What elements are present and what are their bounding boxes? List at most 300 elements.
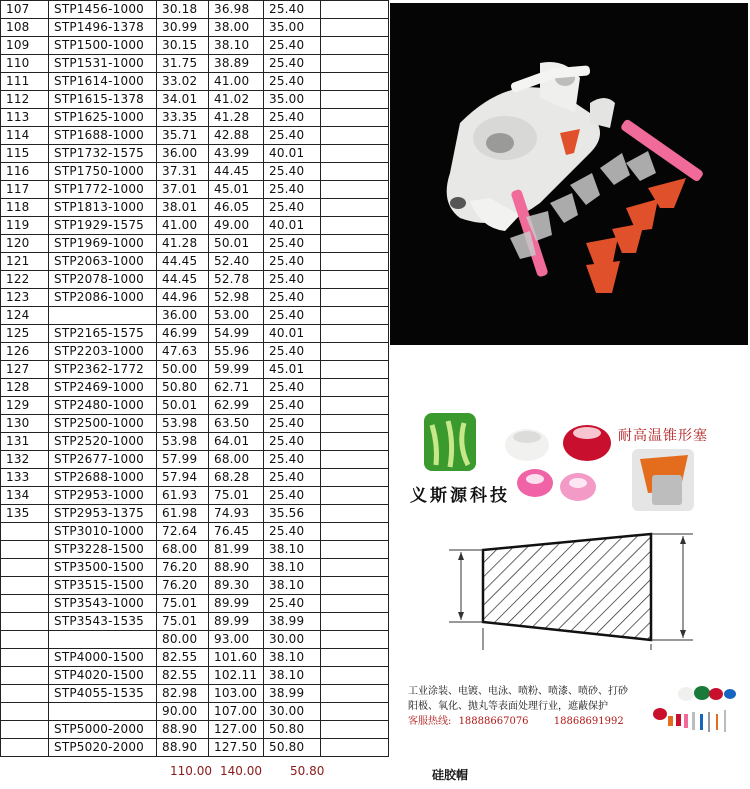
table-row <box>1 19 389 37</box>
cell-row-number: 120 <box>1 235 49 253</box>
cell-height: 25.40 <box>264 415 321 433</box>
cell-row-number: 132 <box>1 451 49 469</box>
cell-part-code: STP1531-1000 <box>49 55 157 73</box>
cell-height: 25.40 <box>264 235 321 253</box>
cell-large-diameter: 45.01 <box>209 181 264 199</box>
table-row <box>1 127 389 145</box>
cell-extra <box>321 577 389 595</box>
cell-row-number: 118 <box>1 199 49 217</box>
cell-part-code: STP2086-1000 <box>49 289 157 307</box>
cell-part-code: STP5000-2000 <box>49 721 157 739</box>
cell-part-code: STP1496-1378 <box>49 19 157 37</box>
table-row <box>1 721 389 739</box>
cell-large-diameter: 41.28 <box>209 109 264 127</box>
cell-part-code: STP2469-1000 <box>49 379 157 397</box>
cell-height: 45.01 <box>264 361 321 379</box>
cell-small-diameter: 72.64 <box>157 523 209 541</box>
cell-row-number: 108 <box>1 19 49 37</box>
table-row <box>1 163 389 181</box>
cell-row-number <box>1 523 49 541</box>
cell-height: 50.80 <box>264 739 321 757</box>
cell-row-number: 117 <box>1 181 49 199</box>
cell-large-diameter: 68.28 <box>209 469 264 487</box>
cell-large-diameter: 64.01 <box>209 433 264 451</box>
cell-extra <box>321 235 389 253</box>
cell-extra <box>321 73 389 91</box>
spec-table-body <box>1 1 389 757</box>
table-row <box>1 73 389 91</box>
cell-extra <box>321 505 389 523</box>
brand-logo <box>424 413 476 471</box>
cell-small-diameter: 41.00 <box>157 217 209 235</box>
hotline-number-2: 18868691992 <box>553 716 624 727</box>
cell-extra <box>321 19 389 37</box>
cell-height: 35.56 <box>264 505 321 523</box>
cell-part-code: STP4020-1500 <box>49 667 157 685</box>
cell-row-number: 116 <box>1 163 49 181</box>
cell-extra <box>321 127 389 145</box>
cell-small-diameter: 37.31 <box>157 163 209 181</box>
table-row <box>1 739 389 757</box>
cell-small-diameter: 82.55 <box>157 667 209 685</box>
cell-height: 25.40 <box>264 73 321 91</box>
cell-large-diameter: 38.10 <box>209 37 264 55</box>
cell-large-diameter: 36.98 <box>209 1 264 19</box>
footer-value-small-diameter: 110.00 <box>170 764 212 778</box>
cell-row-number: 107 <box>1 1 49 19</box>
cell-small-diameter: 38.01 <box>157 199 209 217</box>
cell-small-diameter: 76.20 <box>157 559 209 577</box>
cell-large-diameter: 46.05 <box>209 199 264 217</box>
cell-extra <box>321 271 389 289</box>
cell-large-diameter: 59.99 <box>209 361 264 379</box>
description-line-2: 阳极、氧化、抛丸等表面处理行业，遮蔽保护 <box>408 701 608 712</box>
customer-hotline <box>408 714 678 729</box>
cell-part-code: STP2078-1000 <box>49 271 157 289</box>
cell-part-code: STP2953-1375 <box>49 505 157 523</box>
cell-row-number <box>1 703 49 721</box>
product-title: 耐高温锥形塞 <box>618 428 708 444</box>
cell-row-number <box>1 559 49 577</box>
cell-large-diameter: 88.90 <box>209 559 264 577</box>
cell-large-diameter: 44.45 <box>209 163 264 181</box>
table-row <box>1 469 389 487</box>
cell-row-number: 129 <box>1 397 49 415</box>
cell-large-diameter: 101.60 <box>209 649 264 667</box>
cell-part-code: STP4055-1535 <box>49 685 157 703</box>
cell-small-diameter: 57.94 <box>157 469 209 487</box>
cell-large-diameter: 38.89 <box>209 55 264 73</box>
cell-small-diameter: 82.98 <box>157 685 209 703</box>
cell-large-diameter: 50.01 <box>209 235 264 253</box>
cell-small-diameter: 31.75 <box>157 55 209 73</box>
table-row <box>1 271 389 289</box>
silicone-caps-image <box>505 425 611 501</box>
cell-part-code <box>49 307 157 325</box>
cell-small-diameter: 57.99 <box>157 451 209 469</box>
table-row <box>1 685 389 703</box>
cell-large-diameter: 63.50 <box>209 415 264 433</box>
table-row <box>1 541 389 559</box>
cell-large-diameter: 102.11 <box>209 667 264 685</box>
cell-small-diameter: 34.01 <box>157 91 209 109</box>
cell-row-number <box>1 685 49 703</box>
cell-height: 40.01 <box>264 325 321 343</box>
cell-height: 25.40 <box>264 109 321 127</box>
footer-value-large-diameter: 140.00 <box>220 764 262 778</box>
cell-row-number: 123 <box>1 289 49 307</box>
cell-extra <box>321 469 389 487</box>
hotline-number-1: 18888667076 <box>458 716 529 727</box>
cell-part-code: STP1456-1000 <box>49 1 157 19</box>
cell-extra <box>321 217 389 235</box>
cell-row-number <box>1 541 49 559</box>
cell-large-diameter: 52.98 <box>209 289 264 307</box>
cell-small-diameter: 50.00 <box>157 361 209 379</box>
cell-part-code: STP1625-1000 <box>49 109 157 127</box>
cell-part-code: STP2480-1000 <box>49 397 157 415</box>
cell-part-code: STP2203-1000 <box>49 343 157 361</box>
table-row <box>1 667 389 685</box>
cell-extra <box>321 55 389 73</box>
cell-part-code: STP3543-1535 <box>49 613 157 631</box>
cell-small-diameter: 68.00 <box>157 541 209 559</box>
cell-part-code: STP1813-1000 <box>49 199 157 217</box>
cell-large-diameter: 62.99 <box>209 397 264 415</box>
table-row <box>1 325 389 343</box>
cell-extra <box>321 703 389 721</box>
description-line-1: 工业涂装、电镀、电泳、喷粉、喷漆、喷砂、打砂 <box>408 686 628 697</box>
hotline-label: 客服热线: <box>408 716 452 727</box>
table-row <box>1 343 389 361</box>
cell-extra <box>321 631 389 649</box>
cell-small-diameter: 75.01 <box>157 595 209 613</box>
cone-plug-diagram <box>443 532 703 652</box>
cell-row-number <box>1 595 49 613</box>
cell-extra <box>321 451 389 469</box>
table-footer-values <box>0 764 388 782</box>
table-row <box>1 523 389 541</box>
cell-small-diameter: 50.80 <box>157 379 209 397</box>
cell-large-diameter: 49.00 <box>209 217 264 235</box>
product-caption: 硅胶帽 <box>432 768 469 782</box>
cell-height: 25.40 <box>264 271 321 289</box>
cell-extra <box>321 415 389 433</box>
cell-small-diameter: 50.01 <box>157 397 209 415</box>
cell-extra <box>321 649 389 667</box>
cell-extra <box>321 523 389 541</box>
cell-row-number: 114 <box>1 127 49 145</box>
table-row <box>1 235 389 253</box>
cell-row-number: 122 <box>1 271 49 289</box>
cell-part-code <box>49 631 157 649</box>
cell-row-number: 130 <box>1 415 49 433</box>
table-row <box>1 307 389 325</box>
cell-part-code: STP1615-1378 <box>49 91 157 109</box>
cell-large-diameter: 127.00 <box>209 721 264 739</box>
cell-large-diameter: 42.88 <box>209 127 264 145</box>
cell-small-diameter: 30.15 <box>157 37 209 55</box>
cell-part-code: STP1614-1000 <box>49 73 157 91</box>
cell-height: 30.00 <box>264 703 321 721</box>
cell-row-number: 131 <box>1 433 49 451</box>
table-row <box>1 595 389 613</box>
cell-part-code: STP4000-1500 <box>49 649 157 667</box>
cell-extra <box>321 379 389 397</box>
cell-height: 35.00 <box>264 19 321 37</box>
cell-row-number <box>1 631 49 649</box>
cell-extra <box>321 37 389 55</box>
cell-height: 25.40 <box>264 199 321 217</box>
cell-height: 25.40 <box>264 595 321 613</box>
cell-large-diameter: 89.30 <box>209 577 264 595</box>
cell-height: 30.00 <box>264 631 321 649</box>
cell-part-code: STP2677-1000 <box>49 451 157 469</box>
cell-large-diameter: 41.00 <box>209 73 264 91</box>
cell-extra <box>321 739 389 757</box>
cell-row-number: 124 <box>1 307 49 325</box>
table-row <box>1 577 389 595</box>
cell-large-diameter: 52.78 <box>209 271 264 289</box>
cell-small-diameter: 88.90 <box>157 721 209 739</box>
cell-row-number: 133 <box>1 469 49 487</box>
cell-row-number: 111 <box>1 73 49 91</box>
cell-extra <box>321 595 389 613</box>
cell-large-diameter: 52.40 <box>209 253 264 271</box>
product-description <box>408 684 678 729</box>
table-row <box>1 559 389 577</box>
cell-part-code: STP1688-1000 <box>49 127 157 145</box>
cell-height: 35.00 <box>264 91 321 109</box>
cell-large-diameter: 89.99 <box>209 613 264 631</box>
brand-block <box>392 405 748 525</box>
cell-large-diameter: 43.99 <box>209 145 264 163</box>
cell-small-diameter: 53.98 <box>157 415 209 433</box>
cell-small-diameter: 82.55 <box>157 649 209 667</box>
cell-row-number <box>1 721 49 739</box>
cell-height: 25.40 <box>264 397 321 415</box>
cell-height: 38.10 <box>264 559 321 577</box>
cell-large-diameter: 41.02 <box>209 91 264 109</box>
cell-height: 25.40 <box>264 469 321 487</box>
cell-extra <box>321 289 389 307</box>
cell-small-diameter: 88.90 <box>157 739 209 757</box>
cell-row-number: 119 <box>1 217 49 235</box>
table-row <box>1 253 389 271</box>
cell-height: 25.40 <box>264 379 321 397</box>
cell-part-code: STP2953-1000 <box>49 487 157 505</box>
cell-small-diameter: 36.00 <box>157 145 209 163</box>
table-row <box>1 109 389 127</box>
cell-height: 25.40 <box>264 1 321 19</box>
cell-row-number: 113 <box>1 109 49 127</box>
cell-small-diameter: 53.98 <box>157 433 209 451</box>
cell-small-diameter: 46.99 <box>157 325 209 343</box>
table-row <box>1 199 389 217</box>
table-row <box>1 181 389 199</box>
cell-height: 25.40 <box>264 37 321 55</box>
cell-row-number <box>1 577 49 595</box>
cell-row-number: 112 <box>1 91 49 109</box>
table-row <box>1 397 389 415</box>
cell-height: 38.10 <box>264 649 321 667</box>
cell-extra <box>321 145 389 163</box>
cell-extra <box>321 91 389 109</box>
table-row <box>1 703 389 721</box>
cell-part-code: STP3500-1500 <box>49 559 157 577</box>
cell-small-diameter: 33.35 <box>157 109 209 127</box>
cell-part-code: STP3228-1500 <box>49 541 157 559</box>
product-thumbnails <box>650 684 750 744</box>
table-row <box>1 433 389 451</box>
cell-large-diameter: 127.50 <box>209 739 264 757</box>
cell-extra <box>321 109 389 127</box>
cell-small-diameter: 61.93 <box>157 487 209 505</box>
cell-row-number: 125 <box>1 325 49 343</box>
cell-extra <box>321 199 389 217</box>
cell-large-diameter: 55.96 <box>209 343 264 361</box>
cell-part-code: STP1750-1000 <box>49 163 157 181</box>
cell-row-number <box>1 649 49 667</box>
table-row <box>1 613 389 631</box>
cell-extra <box>321 325 389 343</box>
cell-height: 38.10 <box>264 667 321 685</box>
cell-part-code: STP2063-1000 <box>49 253 157 271</box>
cell-extra <box>321 613 389 631</box>
cell-small-diameter: 44.45 <box>157 271 209 289</box>
table-row <box>1 631 389 649</box>
cell-height: 25.40 <box>264 289 321 307</box>
cell-small-diameter: 44.96 <box>157 289 209 307</box>
cell-large-diameter: 38.00 <box>209 19 264 37</box>
cone-plug-holder-image <box>632 449 694 511</box>
cell-small-diameter: 80.00 <box>157 631 209 649</box>
cell-part-code: STP1929-1575 <box>49 217 157 235</box>
cell-part-code: STP2165-1575 <box>49 325 157 343</box>
table-row <box>1 1 389 19</box>
cell-row-number <box>1 667 49 685</box>
cell-large-diameter: 89.99 <box>209 595 264 613</box>
brand-name: 义斯源科技 <box>410 486 510 506</box>
cell-extra <box>321 685 389 703</box>
cell-row-number: 115 <box>1 145 49 163</box>
cell-row-number: 121 <box>1 253 49 271</box>
cell-large-diameter: 74.93 <box>209 505 264 523</box>
cell-extra <box>321 361 389 379</box>
cell-part-code: STP1772-1000 <box>49 181 157 199</box>
cell-large-diameter: 107.00 <box>209 703 264 721</box>
cell-extra <box>321 721 389 739</box>
cell-row-number: 135 <box>1 505 49 523</box>
cell-part-code: STP5020-2000 <box>49 739 157 757</box>
cell-small-diameter: 75.01 <box>157 613 209 631</box>
cell-part-code: STP3515-1500 <box>49 577 157 595</box>
table-row <box>1 145 389 163</box>
cell-extra <box>321 307 389 325</box>
table-row <box>1 649 389 667</box>
cell-row-number: 109 <box>1 37 49 55</box>
spec-table <box>0 0 389 757</box>
cell-small-diameter: 76.20 <box>157 577 209 595</box>
cell-height: 25.40 <box>264 433 321 451</box>
cell-height: 40.01 <box>264 217 321 235</box>
cell-height: 38.10 <box>264 577 321 595</box>
cell-row-number: 134 <box>1 487 49 505</box>
cell-small-diameter: 30.18 <box>157 1 209 19</box>
table-row <box>1 415 389 433</box>
cell-small-diameter: 30.99 <box>157 19 209 37</box>
cell-height: 40.01 <box>264 145 321 163</box>
cell-large-diameter: 53.00 <box>209 307 264 325</box>
cell-height: 25.40 <box>264 307 321 325</box>
cell-height: 38.99 <box>264 613 321 631</box>
cell-height: 25.40 <box>264 343 321 361</box>
table-row <box>1 289 389 307</box>
cell-small-diameter: 61.98 <box>157 505 209 523</box>
cell-height: 25.40 <box>264 181 321 199</box>
cell-part-code: STP3010-1000 <box>49 523 157 541</box>
cell-row-number: 127 <box>1 361 49 379</box>
cell-extra <box>321 559 389 577</box>
table-row <box>1 217 389 235</box>
cell-row-number: 110 <box>1 55 49 73</box>
cell-part-code: STP2520-1000 <box>49 433 157 451</box>
cell-extra <box>321 541 389 559</box>
cell-small-diameter: 33.02 <box>157 73 209 91</box>
table-row <box>1 505 389 523</box>
cell-large-diameter: 81.99 <box>209 541 264 559</box>
cell-large-diameter: 62.71 <box>209 379 264 397</box>
cell-row-number <box>1 739 49 757</box>
cell-height: 38.99 <box>264 685 321 703</box>
cell-row-number: 128 <box>1 379 49 397</box>
cell-part-code: STP3543-1000 <box>49 595 157 613</box>
cell-small-diameter: 90.00 <box>157 703 209 721</box>
table-row <box>1 361 389 379</box>
cell-part-code: STP1500-1000 <box>49 37 157 55</box>
cell-height: 25.40 <box>264 451 321 469</box>
cell-part-code: STP2362-1772 <box>49 361 157 379</box>
cell-extra <box>321 667 389 685</box>
cell-small-diameter: 47.63 <box>157 343 209 361</box>
table-row <box>1 451 389 469</box>
table-row <box>1 379 389 397</box>
cell-height: 25.40 <box>264 127 321 145</box>
cell-height: 25.40 <box>264 523 321 541</box>
cell-extra <box>321 487 389 505</box>
cell-small-diameter: 37.01 <box>157 181 209 199</box>
table-row <box>1 487 389 505</box>
cell-height: 25.40 <box>264 163 321 181</box>
cell-large-diameter: 68.00 <box>209 451 264 469</box>
cell-row-number: 126 <box>1 343 49 361</box>
cell-large-diameter: 54.99 <box>209 325 264 343</box>
footer-value-height: 50.80 <box>290 764 325 778</box>
cell-part-code: STP2688-1000 <box>49 469 157 487</box>
cell-height: 38.10 <box>264 541 321 559</box>
cell-small-diameter: 44.45 <box>157 253 209 271</box>
cell-height: 50.80 <box>264 721 321 739</box>
cell-part-code <box>49 703 157 721</box>
cell-extra <box>321 163 389 181</box>
cell-large-diameter: 76.45 <box>209 523 264 541</box>
cell-extra <box>321 181 389 199</box>
cell-part-code: STP2500-1000 <box>49 415 157 433</box>
table-row <box>1 37 389 55</box>
cell-height: 25.40 <box>264 487 321 505</box>
cell-small-diameter: 36.00 <box>157 307 209 325</box>
cell-row-number <box>1 613 49 631</box>
